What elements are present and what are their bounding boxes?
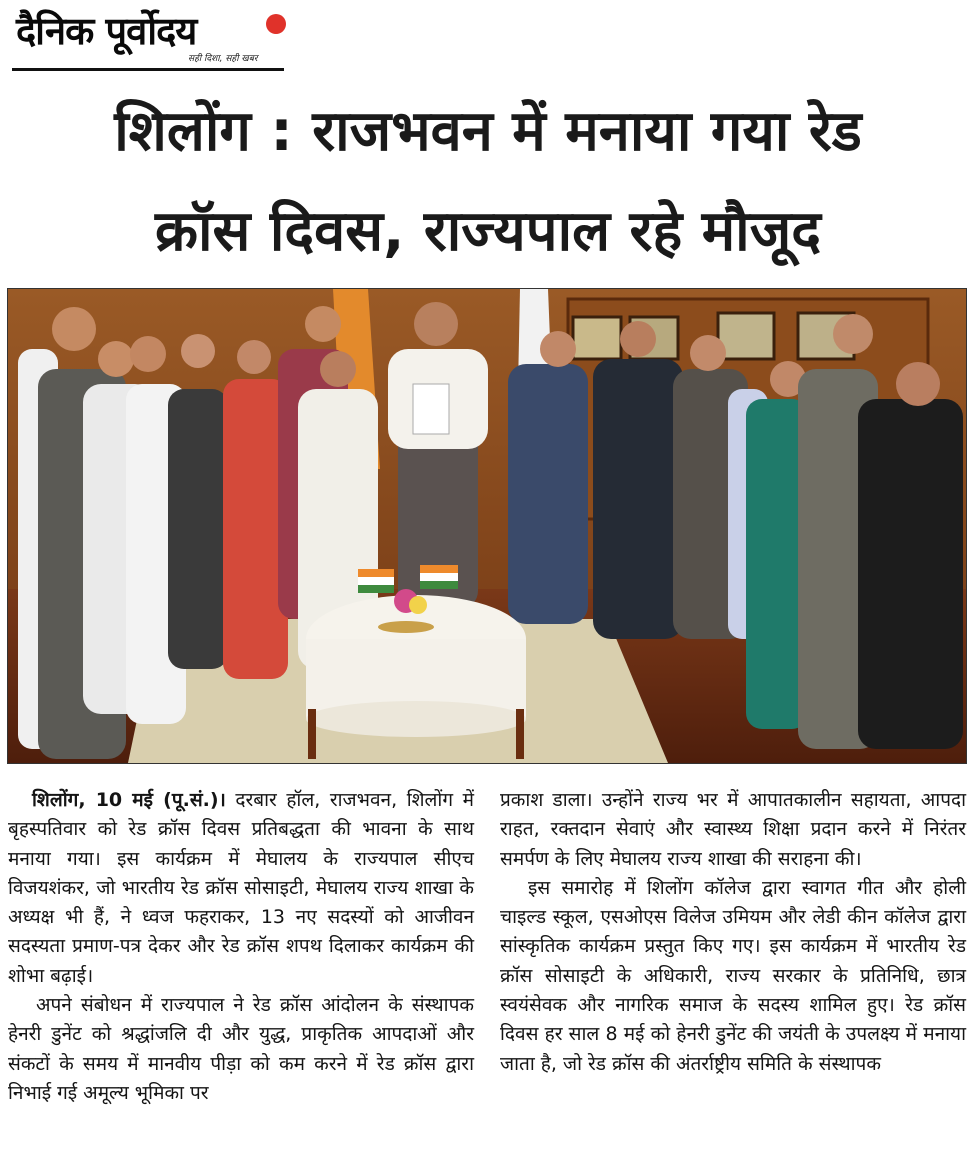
headline-line-1: शिलोंग : राजभवन में मनाया गया रेड <box>114 99 862 164</box>
newspaper-title: दैनिक पूर्वोदय <box>16 9 197 53</box>
logo-dot-icon <box>266 14 286 34</box>
article-paragraph-3: इस समारोह में शिलोंग कॉलेज द्वारा स्वागत गीत और होली चाइल्ड स्कूल, एसओएस विलेज उमियम और लेडी कीन कॉलेज द्वारा सांस्कृतिक कार्यक्रम प्रस्तुत किए गए। इस कार्यक्रम में भारतीय रेड क्रॉस सोसाइटी के अधिकारी, राज्य सरकार के प्रतिनिधि, छात्र स्वयंसेवक और नागरिक समाज के सदस्य शामिल हुए। रेड क्रॉस दिवस हर साल 8 मई को हेनरी डुनेंट की जयंती के उपलक्ष्य में मनाया जाता है, जो रेड क्रॉस की अंतर्राष्ट्रीय समिति के संस्थापक <box>500 876 966 1075</box>
headline-line-2: क्रॉस दिवस, राज्यपाल रहे मौजूद <box>155 199 821 264</box>
photo-icon <box>8 289 966 763</box>
article-column-left <box>8 786 474 1108</box>
article-paragraph-2: अपने संबोधन में राज्यपाल ने रेड क्रॉस आंदोलन के संस्थापक हेनरी डुनेंट को श्रद्धांजलि दी और युद्ध, प्राकृतिक आपदाओं और संकटों के समय में मानवीय पीड़ा को कम करने में रेड क्रॉस द्वारा निभाई गई अमूल्य भूमिका पर <box>8 994 474 1104</box>
headline <box>20 82 956 282</box>
dateline: शिलोंग, 10 मई (पू.सं.)। <box>32 789 226 811</box>
article-paragraph-1 <box>8 786 474 991</box>
paragraph-1-text: दरबार हॉल, राजभवन, शिलोंग में बृहस्पतिवार को रेड क्रॉस दिवस प्रतिबद्धता की भावना के साथ मनाया गया। इस कार्यक्रम में मेघालय के राज्यपाल सीएच विजयशंकर, जो भारतीय रेड क्रॉस सोसाइटी, मेघालय राज्य शाखा के अध्यक्ष भी हैं, ने ध्वज फहराकर, 13 नए सदस्यों को आजीवन सदस्यता प्रमाण-पत्र देकर और रेड क्रॉस शपथ दिलाकर कार्यक्रम की शोभा बढ़ाई। <box>8 789 474 987</box>
news-photo <box>7 288 967 764</box>
masthead-rule <box>12 68 284 71</box>
article-paragraph-2-continued: प्रकाश डाला। उन्होंने राज्य भर में आपातकालीन सहायता, आपदा राहत, रक्तदान सेवाएं और स्वास्थ्य शिक्षा प्रदान करने में निरंतर समर्पण के लिए मेघालय राज्य शाखा की सराहना की। <box>500 789 966 870</box>
newspaper-tagline: सही दिशा, सही खबर <box>188 54 258 64</box>
masthead <box>12 8 288 72</box>
article-column-right <box>500 786 966 1079</box>
